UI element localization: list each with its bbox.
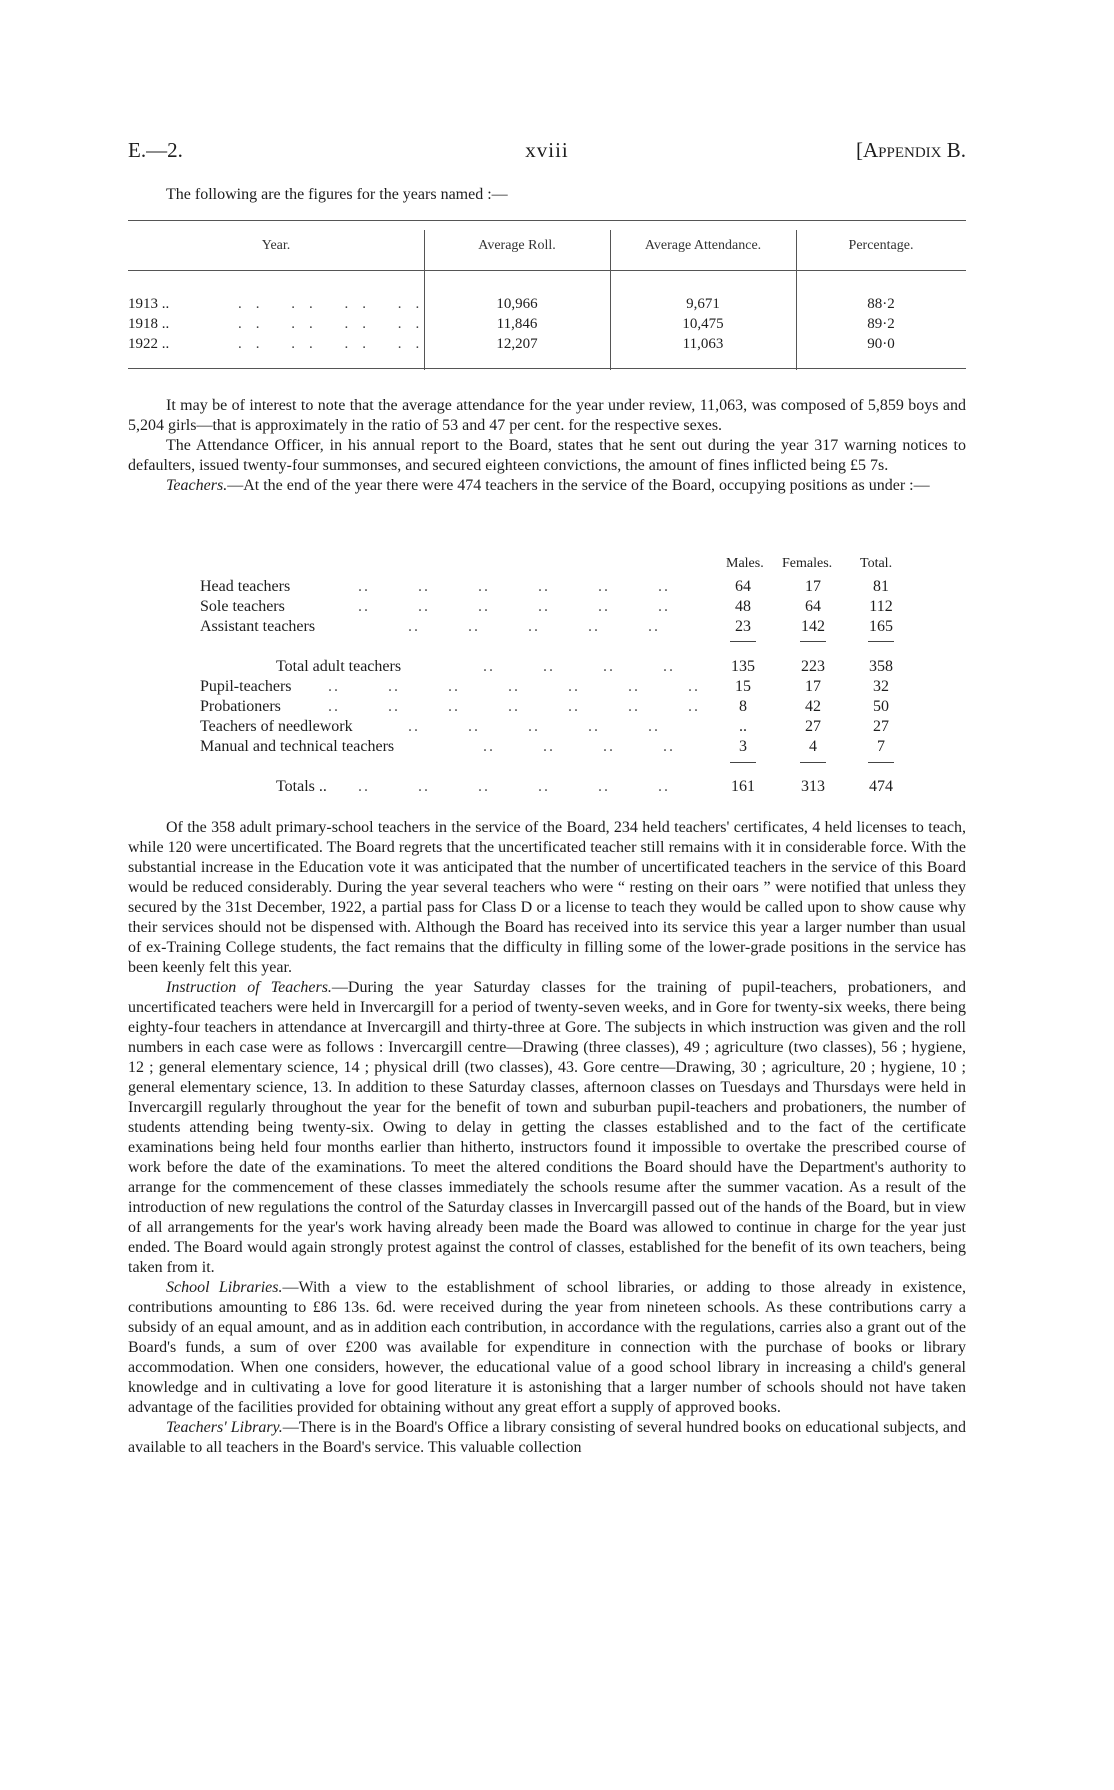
paragraph-school-libraries: [128, 1278, 966, 1418]
cell-total: 474: [869, 778, 893, 795]
table-rule-header: [128, 270, 966, 271]
cell-percentage: 88·2: [867, 296, 895, 312]
table-row: [128, 578, 966, 598]
row-label: Head teachers: [200, 578, 291, 595]
cell-males: 48: [735, 598, 751, 615]
body-text-upper: [128, 396, 966, 496]
leader-dots: .. .. .. .. ..: [408, 718, 660, 735]
sum-rule: [800, 641, 826, 642]
paragraph-heading: School Libraries.: [166, 1279, 283, 1296]
table-row: [128, 678, 966, 698]
sum-rule: [730, 641, 756, 642]
row-label: Teachers of needlework: [200, 718, 353, 735]
cell-year: 1918 ..: [128, 316, 170, 332]
row-label: Sole teachers: [200, 598, 285, 615]
table-row: [128, 598, 966, 618]
paragraph-attendance-ratio: It may be of interest to note that the average attendance for the year under review, 11,063, was composed of 5,859 boys and 5,204 girls—that is approximately in the ratio of 53 and 47 per cent. for the respective sexes.: [128, 397, 966, 434]
leader-dots: .. .. .. .. .. .. ..: [328, 698, 700, 715]
row-label: Totals ..: [276, 778, 327, 795]
paragraph-text: —With a view to the establishment of school libraries, or adding to those already in existence, contributions amounting to £86 13s. 6d. were received during the year from nineteen schools. As these contributions carry a subsidy of an equal amount, and as in addition each contribution, in accordance with the regulations, carries also a grant out of the Board's funds, a sum of over £200 was available for expenditure in connection with the purchase of books or library accommodation. When one considers, however, the educational value of a good school library in increasing a child's general knowledge and in cultivating a love for good literature it is astonishing that a larger number of schools should not have taken advantage of the facilities provided for obtaining without any great effort a supply of approved books.: [128, 1279, 966, 1416]
cell-females: 313: [801, 778, 825, 795]
paragraph-heading: Instruction of Teachers.: [166, 979, 332, 996]
cell-total: 27: [873, 718, 889, 735]
body-text-lower: [128, 818, 966, 1458]
paragraph-text: —At the end of the year there were 474 teachers in the service of the Board, occupying positions as under :—: [227, 477, 930, 494]
cell-percentage: 90·0: [867, 336, 895, 352]
row-label: Pupil-teachers: [200, 678, 292, 695]
leader-dots: .. .. .. ..: [483, 738, 675, 755]
table-row: [128, 658, 966, 678]
leader-dots: .. .. .. .. .. ..: [358, 778, 670, 795]
paragraph-text: —During the year Saturday classes for the training of pupil-teachers, probationers, and uncertificated teachers were held in Invercargill for a period of twenty-seven weeks, and in Gore for twenty-six weeks, there being eighty-four teachers in attendance at Invercargill and thirty-three at Gore. The subjects in which instruction was given and the roll numbers in each case were as follows : Invercargill centre—Drawing (three classes), 49 ; agriculture (two classes), 56 ; hygiene, 12 ; general elementary science, 14 ; physical drill (two classes), 43. Gore centre—Drawing, 30 ; agriculture, 20 ; hygiene, 10 ; general elementary science, 13. In addition to these Saturday classes, afternoon classes on Tuesdays and Thursdays were held in Invercargill regularly throughout the year for the benefit of town and suburban pupil-teachers and probationers, the number of students attending being twenty-six. Owing to delay in getting the classes established and to the fact of the certificate examinations being held four months earlier than hitherto, instructors found it impossible to overtake the prescribed course of work before the date of the examinations. To meet the altered conditions the Board should have the Department's authority to arrange for the commencement of these classes immediately the schools resume after the summer vacation. As a result of the introduction of new regulations the control of the Saturday classes in Invercargill passed out of the hands of the Board, but in view of all arrangements for the year's work having already been made the Board was allowed to continue in charge for the year just ended. The Board would again strongly protest against the control of classes, established for the benefit of its own teachers, being taken from it.: [128, 979, 966, 1276]
column-header-males: Males.: [726, 556, 764, 571]
cell-total: 7: [877, 738, 885, 755]
attendance-table: [128, 218, 966, 378]
cell-males: 23: [735, 618, 751, 635]
table-row: [128, 698, 966, 718]
cell-attendance: 9,671: [686, 296, 720, 312]
cell-roll: 12,207: [496, 336, 538, 352]
leader-dots: .. .. .. ..: [238, 336, 434, 352]
table-rule-bottom: [128, 368, 966, 369]
header-appendix: [Appendix B.: [855, 138, 966, 162]
cell-total: 32: [873, 678, 889, 695]
page-header: [128, 138, 966, 168]
paragraph-uncertificated: Of the 358 adult primary-school teachers in the service of the Board, 234 held teachers' certificates, 4 held licenses to teach, while 120 were uncertificated. The Board regrets that the uncertificated teacher still remains with it in considerable force. With the substantial increase in the Education vote it was anticipated that the number of uncertificated teachers in the service of this Board would be reduced considerably. During the year several teachers who were “ resting on their oars ” were notified that unless they secured by the 31st December, 1922, a partial pass for Class D or a license to teach they would be called upon to show cause why their services should not be dispensed with. Although the Board has received into its service this year a larger number than usual of ex-Training College students, the fact remains that the difficulty in filling some of the lower-grade positions in the service has been keenly felt this year.: [128, 819, 966, 976]
column-header-total: Total.: [860, 556, 893, 571]
cell-males: 15: [735, 678, 751, 695]
paragraph-heading: Teachers' Library.: [166, 1419, 283, 1436]
cell-total: 358: [869, 658, 893, 675]
table-row: [128, 718, 966, 738]
cell-females: 42: [805, 698, 821, 715]
sum-rule: [800, 762, 826, 763]
header-reference: E.—2.: [128, 138, 183, 162]
cell-roll: 11,846: [496, 316, 538, 332]
column-header-females: Females.: [782, 556, 833, 571]
column-header-year: Year.: [261, 238, 291, 253]
table-row-totals: [128, 778, 966, 798]
column-header-percentage: Percentage.: [848, 238, 914, 253]
row-label: Assistant teachers: [200, 618, 316, 635]
leader-dots: .. .. .. ..: [238, 296, 434, 312]
paragraph-text: —There is in the Board's Office a library consisting of several hundred books on educational subjects, and available to all teachers in the Board's service. This valuable collection: [128, 1419, 966, 1456]
paragraph-teachers: [128, 476, 966, 496]
cell-attendance: 10,475: [682, 316, 724, 332]
cell-males: ..: [739, 718, 747, 735]
sum-rule: [730, 762, 756, 763]
paragraph-teachers-library: [128, 1418, 966, 1458]
cell-total: 112: [869, 598, 893, 615]
table-rule-top: [128, 220, 966, 221]
cell-total: 50: [873, 698, 889, 715]
sum-rule: [868, 762, 894, 763]
cell-percentage: 89·2: [867, 316, 895, 332]
cell-females: 17: [805, 578, 821, 595]
cell-total: 165: [869, 618, 893, 635]
cell-females: 223: [801, 658, 825, 675]
cell-males: 3: [739, 738, 747, 755]
cell-males: 161: [731, 778, 755, 795]
leader-dots: .. .. .. .. .. .. ..: [328, 678, 700, 695]
column-header-roll: Average Roll.: [478, 238, 556, 253]
leader-dots: .. .. .. ..: [483, 658, 675, 675]
cell-females: 64: [805, 598, 821, 615]
table-row: [128, 738, 966, 758]
cell-males: 64: [735, 578, 751, 595]
cell-females: 142: [801, 618, 825, 635]
paragraph-heading: Teachers.: [166, 477, 228, 494]
intro-line: The following are the figures for the years named :—: [166, 186, 508, 203]
leader-dots: .. .. .. .. ..: [408, 618, 660, 635]
teachers-table: [128, 556, 966, 806]
row-label: Manual and technical teachers: [200, 738, 395, 755]
cell-females: 17: [805, 678, 821, 695]
cell-females: 4: [809, 738, 817, 755]
cell-attendance: 11,063: [682, 336, 724, 352]
row-label: Total adult teachers: [276, 658, 402, 675]
row-label: Probationers: [200, 698, 281, 715]
column-header-attendance: Average Attendance.: [644, 238, 762, 253]
cell-males: 8: [739, 698, 747, 715]
cell-males: 135: [731, 658, 755, 675]
cell-total: 81: [873, 578, 889, 595]
cell-year: 1913 ..: [128, 296, 170, 312]
paragraph-attendance-officer: The Attendance Officer, in his annual report to the Board, states that he sent out during the year 317 warning notices to defaulters, issued twenty-four summonses, and secured eighteen convictions, the amount of fines inflicted being £5 7s.: [128, 437, 966, 474]
cell-year: 1922 ..: [128, 336, 170, 352]
cell-females: 27: [805, 718, 821, 735]
table-row: [128, 336, 966, 356]
cell-roll: 10,966: [496, 296, 538, 312]
table-row: [128, 618, 966, 638]
leader-dots: .. .. .. .. .. ..: [358, 578, 670, 595]
leader-dots: .. .. .. ..: [238, 316, 434, 332]
paragraph-instruction: [128, 978, 966, 1278]
table-row: [128, 316, 966, 336]
table-row: [128, 296, 966, 316]
sum-rule: [868, 641, 894, 642]
leader-dots: .. .. .. .. .. ..: [358, 598, 670, 615]
header-page-number: xviii: [525, 138, 569, 162]
